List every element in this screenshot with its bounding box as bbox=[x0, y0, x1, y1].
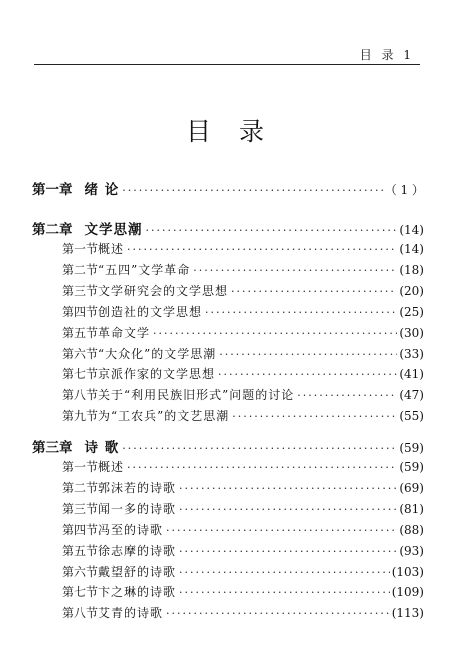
section-title: “五四”文学革命 bbox=[98, 262, 191, 277]
section-title: 卞之琳的诗歌 bbox=[98, 585, 177, 600]
section-title: 概述 bbox=[98, 460, 125, 474]
chapter-title: 文学思潮 bbox=[84, 222, 143, 238]
section-title: 艾青的诗歌 bbox=[98, 606, 164, 621]
dot-leader bbox=[127, 461, 397, 474]
section-page: (55) bbox=[399, 409, 424, 424]
section-entry[interactable] bbox=[32, 563, 424, 581]
dot-leader bbox=[219, 348, 397, 361]
section-num: 第四节 bbox=[62, 522, 99, 537]
page-title: 目录 bbox=[185, 117, 292, 146]
dot-leader bbox=[193, 264, 397, 277]
section-num: 第三节 bbox=[62, 501, 99, 516]
section-num: 第二节 bbox=[62, 480, 99, 495]
chapter-page: （ 1 ） bbox=[384, 183, 424, 197]
section-page: (69) bbox=[399, 480, 424, 495]
chapter-num: 第二章 bbox=[32, 222, 73, 238]
section-title: 关于“利用民族旧形式”问题的讨论 bbox=[98, 388, 295, 403]
section-num: 第五节 bbox=[62, 325, 99, 340]
section-page: (33) bbox=[399, 346, 424, 361]
section-entry[interactable] bbox=[32, 521, 424, 539]
dot-leader bbox=[179, 545, 397, 558]
section-title: 革命文学 bbox=[98, 325, 151, 340]
section-num: 第一节 bbox=[62, 242, 99, 256]
section-num: 第二节 bbox=[62, 262, 99, 277]
section-entry[interactable] bbox=[32, 458, 424, 476]
section-page: (93) bbox=[399, 543, 424, 558]
section-num: 第六节 bbox=[62, 346, 99, 361]
section-page: (25) bbox=[399, 304, 424, 319]
section-entry[interactable] bbox=[32, 365, 424, 383]
section-title: 徐志摩的诗歌 bbox=[98, 543, 177, 558]
section-num: 第一节 bbox=[62, 460, 99, 474]
chapter-title: 绪 论 bbox=[84, 182, 120, 198]
dot-leader bbox=[179, 566, 390, 579]
dot-leader bbox=[179, 482, 397, 495]
section-entry[interactable] bbox=[32, 324, 424, 342]
dot-leader bbox=[122, 184, 383, 197]
section-page: (30) bbox=[399, 325, 424, 340]
section-page: (18) bbox=[399, 262, 424, 277]
dot-leader bbox=[146, 224, 398, 237]
section-title: “大众化”的文学思潮 bbox=[98, 346, 217, 361]
section-page: (41) bbox=[399, 367, 424, 382]
dot-leader bbox=[232, 410, 397, 423]
section-title: 文学研究会的文学思想 bbox=[98, 283, 229, 298]
dot-leader bbox=[297, 389, 397, 402]
section-num: 第五节 bbox=[62, 543, 99, 558]
section-num: 第六节 bbox=[62, 564, 99, 579]
chapter-entry[interactable] bbox=[32, 178, 424, 196]
section-page: (81) bbox=[399, 501, 424, 516]
chapter-entry[interactable] bbox=[32, 218, 424, 236]
section-num: 第三节 bbox=[62, 283, 99, 298]
section-page: (47) bbox=[399, 388, 424, 403]
section-entry[interactable] bbox=[32, 500, 424, 518]
section-title: 冯至的诗歌 bbox=[98, 522, 164, 537]
section-page: (113) bbox=[391, 606, 424, 621]
dot-leader bbox=[153, 327, 397, 340]
section-title: 戴望舒的诗歌 bbox=[98, 564, 177, 579]
section-num: 第七节 bbox=[62, 585, 99, 600]
section-page: (103) bbox=[391, 564, 424, 579]
running-head bbox=[34, 44, 420, 65]
section-num: 第七节 bbox=[62, 367, 99, 382]
section-title: 创造社的文学思想 bbox=[98, 304, 203, 319]
chapter-entry[interactable] bbox=[32, 436, 424, 454]
section-num: 第八节 bbox=[62, 606, 99, 621]
section-title: 闻一多的诗歌 bbox=[98, 501, 177, 516]
section-entry[interactable] bbox=[32, 479, 424, 497]
dot-leader bbox=[179, 586, 390, 599]
section-entry[interactable] bbox=[32, 542, 424, 560]
dot-leader bbox=[122, 442, 397, 455]
section-num: 第四节 bbox=[62, 304, 99, 319]
chapter-num: 第一章 bbox=[32, 182, 73, 198]
chapter-num: 第三章 bbox=[32, 440, 73, 456]
running-head-text: 目 录 1 bbox=[359, 48, 414, 62]
dot-leader bbox=[205, 306, 397, 319]
section-entry[interactable] bbox=[32, 345, 424, 363]
dot-leader bbox=[179, 503, 397, 516]
chapter-page: (14) bbox=[399, 223, 424, 237]
section-title: 京派作家的文学思想 bbox=[98, 367, 216, 382]
section-page: (20) bbox=[399, 283, 424, 298]
dot-leader bbox=[218, 368, 397, 381]
section-page: (14) bbox=[399, 242, 424, 256]
dot-leader bbox=[166, 524, 397, 537]
section-title: 郭沫若的诗歌 bbox=[98, 480, 177, 495]
section-page: (59) bbox=[399, 460, 424, 474]
dot-leader bbox=[166, 607, 390, 620]
section-num: 第九节 bbox=[62, 409, 99, 424]
section-entry[interactable] bbox=[32, 386, 424, 404]
section-entry[interactable] bbox=[32, 303, 424, 321]
dot-leader bbox=[127, 243, 397, 256]
section-title: 概述 bbox=[98, 242, 125, 256]
section-entry[interactable] bbox=[32, 282, 424, 300]
section-entry[interactable] bbox=[32, 583, 424, 601]
section-page: (109) bbox=[391, 585, 424, 600]
section-entry[interactable] bbox=[32, 240, 424, 258]
section-page: (88) bbox=[399, 522, 424, 537]
section-num: 第八节 bbox=[62, 388, 99, 403]
section-entry[interactable] bbox=[32, 407, 424, 425]
dot-leader bbox=[231, 285, 397, 298]
section-entry[interactable] bbox=[32, 261, 424, 279]
chapter-title: 诗 歌 bbox=[84, 440, 120, 456]
section-entry[interactable] bbox=[32, 604, 424, 622]
chapter-page: (59) bbox=[399, 441, 424, 455]
section-title: 为“工农兵”的文艺思潮 bbox=[98, 409, 230, 424]
